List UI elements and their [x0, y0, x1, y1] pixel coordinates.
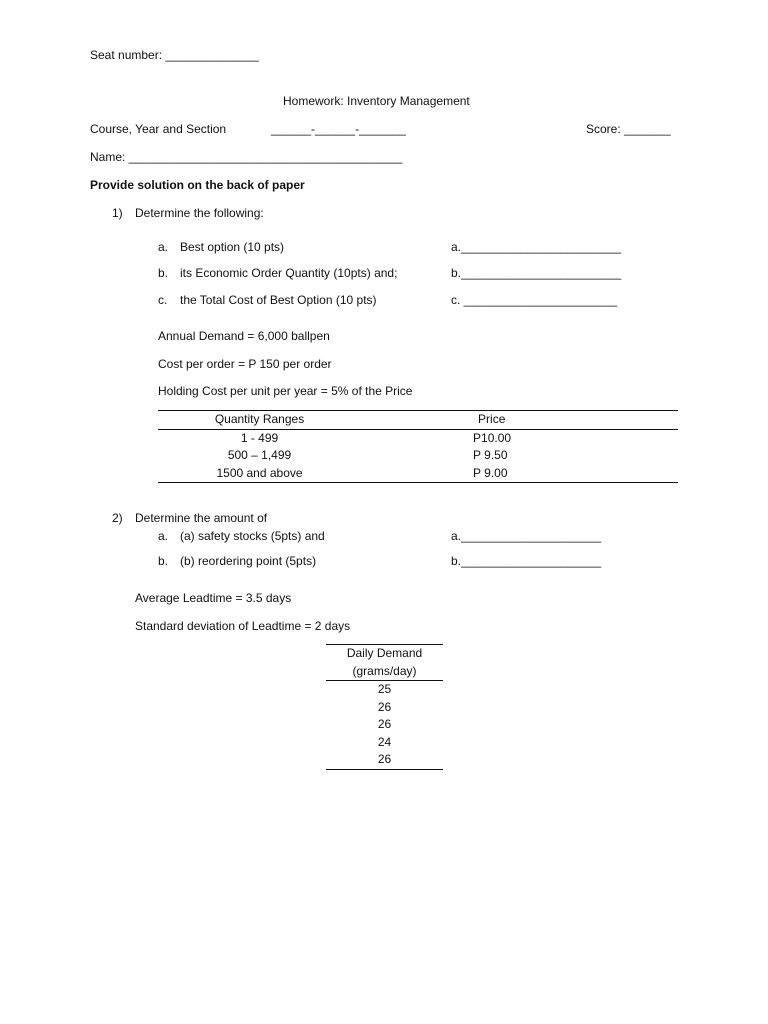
- table-row: [326, 751, 443, 769]
- table-row: [326, 681, 443, 699]
- price-table-header-row: [158, 411, 678, 430]
- instruction: Provide solution on the back of paper: [90, 178, 305, 192]
- table-row: [158, 465, 678, 483]
- demand-header-row-2: [326, 663, 443, 681]
- q2-item-a-text: (a) safety stocks (5pts) and: [180, 529, 325, 543]
- q1-item-b-text: its Economic Order Quantity (10pts) and;: [180, 266, 398, 280]
- demand-cell: 25: [377, 682, 392, 697]
- q1-item-a-letter: a.: [158, 240, 169, 254]
- quantity-range-cell: 500 – 1,499: [227, 448, 292, 463]
- score-field: Score: _______: [586, 122, 671, 136]
- q2-given-std-deviation: Standard deviation of Leadtime = 2 days: [135, 619, 351, 633]
- q2-item-b-letter: b.: [158, 554, 169, 568]
- table-row: [326, 734, 443, 752]
- q2-answer-b: b._____________________: [451, 554, 602, 568]
- price-cell: P 9.50: [473, 448, 508, 463]
- header-quantity-ranges: Quantity Ranges: [214, 412, 305, 427]
- table-row: [158, 447, 678, 465]
- q1-answer-c: c. _______________________: [451, 293, 618, 307]
- q2-given-leadtime: Average Leadtime = 3.5 days: [135, 591, 292, 605]
- demand-cell: 24: [377, 734, 392, 749]
- q2-number: 2): [112, 511, 123, 525]
- q1-item-b-letter: b.: [158, 266, 169, 280]
- header-grams-per-day: (grams/day): [352, 663, 417, 678]
- price-table: [158, 410, 678, 483]
- q1-prompt: Determine the following:: [135, 206, 264, 220]
- seat-number-field: Seat number: ______________: [90, 48, 259, 62]
- name-field: Name: _________________________________________: [90, 150, 403, 164]
- q2-item-b-text: (b) reordering point (5pts): [180, 554, 317, 568]
- header-daily-demand: Daily Demand: [346, 646, 423, 661]
- course-label: Course, Year and Section: [90, 122, 227, 136]
- q1-number: 1): [112, 206, 123, 220]
- q2-prompt: Determine the amount of: [135, 511, 268, 525]
- table-row: [158, 429, 678, 447]
- q1-given-holding-cost: Holding Cost per unit per year = 5% of the Price: [158, 384, 413, 398]
- demand-header-row-1: [326, 645, 443, 663]
- q1-item-a-text: Best option (10 pts): [180, 240, 285, 254]
- q1-item-c-letter: c.: [158, 293, 168, 307]
- price-cell: P10.00: [473, 430, 512, 445]
- q1-given-demand: Annual Demand = 6,000 ballpen: [158, 329, 330, 343]
- demand-cell: 26: [377, 752, 392, 767]
- course-blank: ______-______-_______: [271, 122, 406, 136]
- demand-cell: 26: [377, 717, 392, 732]
- quantity-range-cell: 1500 and above: [216, 465, 303, 480]
- quantity-range-cell: 1 - 499: [240, 430, 279, 445]
- q1-answer-a: a.________________________: [451, 240, 622, 254]
- q1-given-order-cost: Cost per order = P 150 per order: [158, 357, 332, 371]
- q2-answer-a: a._____________________: [451, 529, 602, 543]
- q2-item-a-letter: a.: [158, 529, 169, 543]
- page-title: Homework: Inventory Management: [283, 94, 470, 108]
- table-row: [326, 716, 443, 734]
- q1-answer-b: b.________________________: [451, 266, 622, 280]
- q1-item-c-text: the Total Cost of Best Option (10 pts): [180, 293, 377, 307]
- price-cell: P 9.00: [473, 465, 508, 480]
- table-row: [326, 699, 443, 717]
- daily-demand-table: [326, 644, 443, 770]
- demand-cell: 26: [377, 699, 392, 714]
- header-price: Price: [478, 412, 506, 427]
